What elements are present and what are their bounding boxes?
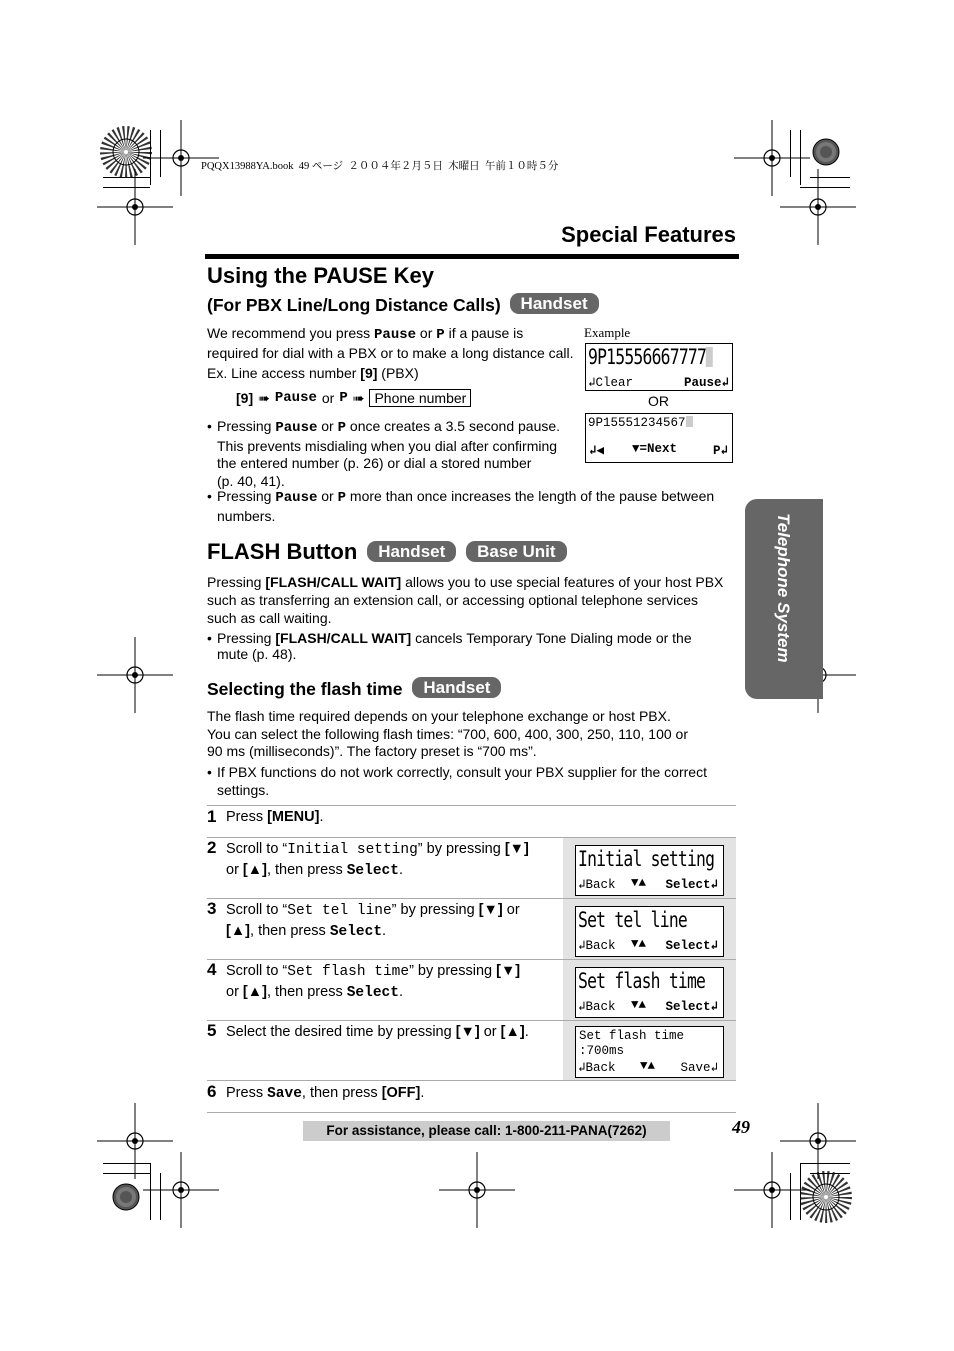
flash-title-row — [207, 539, 567, 565]
flash-time-paragraph: The flash time required depends on your telephone exchange or host PBX. You can select the following flash times: “700, 600, 400, 300, 250, 110, 100 or 90 ms (milliseconds)”. The factory preset is “700 ms”. — [207, 708, 688, 759]
side-tab[interactable] — [745, 499, 823, 699]
step-5: 5 Select the desired time by pressing [▼] or [▲]. — [207, 1021, 736, 1080]
handset-badge: Handset — [367, 541, 456, 562]
print-info: PQQX13988YA.book 49 ページ ２００４年２月５日 木曜日 午前１０時５分 — [201, 161, 559, 172]
flash-time-bullet: • If PBX functions do not work correctly, consult your PBX supplier for the correct settings. — [207, 764, 707, 798]
pause-subtitle-row — [207, 293, 599, 316]
lcd-set-tel-line: Set tel line ↲Back ▼▲ Select↲ — [575, 906, 724, 957]
step-2: 2 Scroll to “Initial setting” by pressing [▼] or [▲], then press Select. — [207, 838, 736, 898]
lcd-set-flash-time: Set flash time ↲Back ▼▲ Select↲ — [575, 967, 724, 1018]
pause-title: Using the PAUSE Key — [207, 263, 434, 288]
handset-badge: Handset — [510, 293, 599, 314]
flash-title: FLASH Button — [207, 539, 358, 564]
arrow-right-icon: ➠ — [258, 389, 270, 406]
handset-badge: Handset — [412, 677, 501, 698]
lcd-initial-setting: Initial setting ↲Back ▼▲ Select↲ — [575, 845, 724, 896]
or-label: OR — [648, 393, 669, 409]
flash-time-title: Selecting the flash time — [207, 679, 403, 699]
assistance-banner: For assistance, please call: 1-800-211-PANA(7262) — [303, 1121, 670, 1141]
lcd-flash-time-value: Set flash time :700ms ↲Back ▼▲ Save↲ — [575, 1026, 724, 1078]
arrow-right-icon: ➠ — [352, 389, 365, 406]
section-title: Special Features — [561, 222, 736, 247]
step-3: 3 Scroll to “Set tel line” by pressing [▼] or [▲], then press Select. — [207, 899, 736, 959]
section-rule — [205, 254, 739, 259]
pause-subtitle: (For PBX Line/Long Distance Calls) — [207, 295, 501, 315]
example-lcd-2: 9P15551234567 ↲◀ ▼=Next P↲ — [585, 413, 733, 463]
example-label: Example — [584, 325, 631, 340]
flash-bullet: • Pressing [FLASH/CALL WAIT] cancels Temporary Tone Dialing mode or the mute (p. 48). — [207, 630, 692, 662]
pause-bullet-2: • Pressing Pause or P more than once increases the length of the pause between numbers. — [207, 488, 715, 524]
example-lcd-1: 9P15556667777 ↲Clear Pause↲ — [585, 343, 733, 391]
step-1: 1 Press [MENU]. — [207, 807, 324, 826]
base-unit-badge: Base Unit — [466, 541, 566, 562]
step-4: 4 Scroll to “Set flash time” by pressing [▼] or [▲], then press Select. — [207, 960, 736, 1020]
pause-bullet-1: • Pressing Pause or P once creates a 3.5 second pause. This prevents misdialing when you dial after confirming the entered number (p. 26) or dial a stored number (p. 40, 41). — [207, 418, 561, 489]
step-6: 6 Press Save, then press [OFF]. — [207, 1082, 425, 1102]
flash-time-title-row — [207, 677, 501, 700]
side-tab-label: Telephone System — [774, 513, 793, 663]
pause-sequence: [9] ➠ Pause or P ➠ Phone number — [236, 389, 471, 407]
page-number: 49 — [732, 1117, 750, 1137]
flash-paragraph: Pressing [FLASH/CALL WAIT] allows you to use special features of your host PBX such as transferring an extension call, or accessing optional telephone services such as call waiting. — [207, 574, 724, 626]
pause-intro: We recommend you press Pause or P if a pause is required for dial with a PBX or to make a long distance call. Ex. Line access number [9] (PBX) — [207, 325, 574, 381]
phone-number-box: Phone number — [369, 389, 471, 407]
